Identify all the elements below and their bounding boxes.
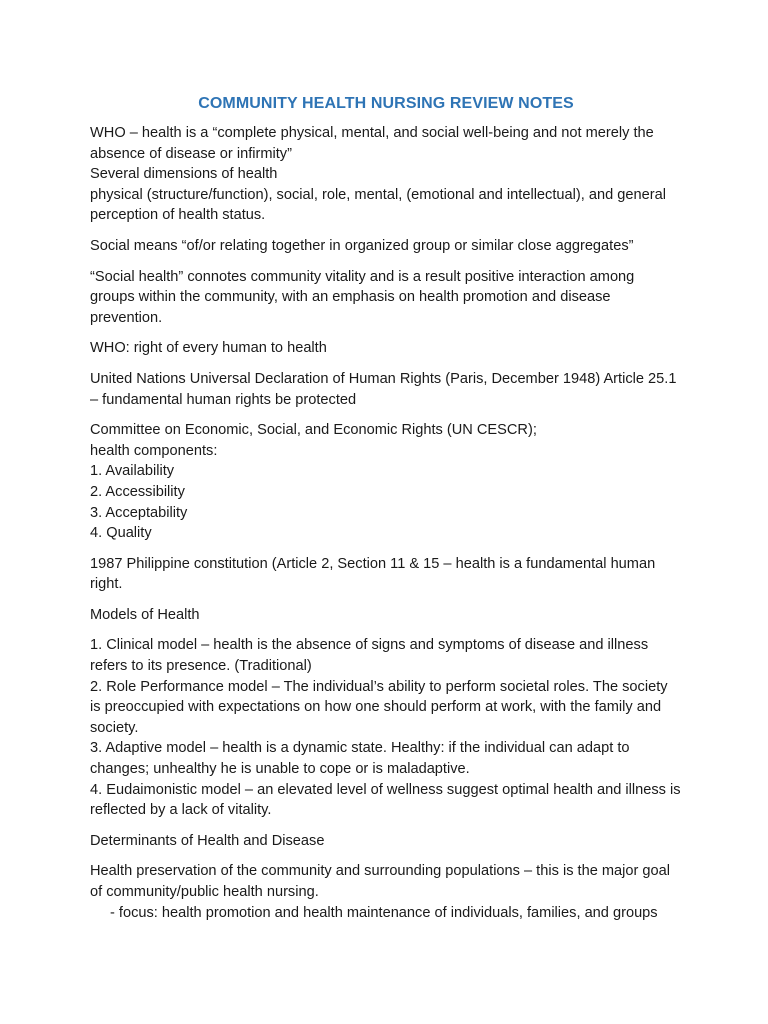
paragraph-health-preservation	[90, 861, 682, 923]
list-item: 3. Adaptive model – health is a dynamic state. Healthy: if the individual can adapt to changes; unhealthy he is unable to cope or is maladaptive.	[90, 740, 630, 778]
text-line: physical (structure/function), social, role, mental, (emotional and intellectual), and general perception of health status.	[90, 186, 666, 224]
list-item: 1. Clinical model – health is the absence of signs and symptoms of disease and illness refers to its presence. (Traditional)	[90, 637, 649, 675]
list-item: 1. Availability	[90, 463, 175, 480]
text-line: Committee on Economic, Social, and Economic Rights (UN CESCR);	[90, 422, 537, 439]
paragraph-models-list	[90, 635, 682, 820]
paragraph-social-meaning	[90, 236, 682, 257]
text-line: “Social health” connotes community vitality and is a result positive interaction among groups within the community, with an emphasis on health promotion and disease prevention.	[90, 268, 635, 326]
paragraph-un-cescr	[90, 420, 682, 544]
paragraph-social-health	[90, 267, 682, 329]
list-item: 2. Role Performance model – The individual’s ability to perform societal roles. The society is preoccupied with expectations on how one should perform at work, with the family and society.	[90, 678, 668, 736]
section-heading-determinants	[90, 831, 682, 852]
indented-focus-line: - focus: health promotion and health maintenance of individuals, families, and groups	[110, 904, 658, 921]
paragraph-who-definition	[90, 123, 682, 226]
paragraph-un-declaration	[90, 369, 682, 410]
text-line: Health preservation of the community and surrounding populations – this is the major goal of community/public health nursing.	[90, 863, 671, 900]
text-line: 1987 Philippine constitution (Article 2, Section 11 & 15 – health is a fundamental human right.	[90, 555, 656, 593]
text-line: Social means “of/or relating together in organized group or similar close aggregates”	[90, 237, 634, 254]
paragraph-philippine-constitution	[90, 554, 682, 595]
paragraph-who-right	[90, 338, 682, 359]
page-title: COMMUNITY HEALTH NURSING REVIEW NOTES	[198, 95, 574, 112]
text-line: health components:	[90, 442, 218, 459]
text-line: Models of Health	[90, 606, 200, 623]
list-item: 2. Accessibility	[90, 483, 185, 500]
list-item: 3. Acceptability	[90, 504, 188, 521]
list-item: 4. Quality	[90, 525, 152, 542]
text-line: Several dimensions of health	[90, 166, 278, 183]
section-heading-models-of-health	[90, 605, 682, 626]
text-line: Determinants of Health and Disease	[90, 832, 325, 849]
text-line: United Nations Universal Declaration of Human Rights (Paris, December 1948) Article 25.1 – fundamental human rights be protected	[90, 370, 677, 408]
list-item: 4. Eudaimonistic model – an elevated level of wellness suggest optimal health and illness is reflected by a lack of vitality.	[90, 781, 681, 819]
text-line: WHO – health is a “complete physical, mental, and social well-being and not merely the absence of disease or infirmity”	[90, 125, 654, 162]
text-line: WHO: right of every human to health	[90, 340, 327, 357]
